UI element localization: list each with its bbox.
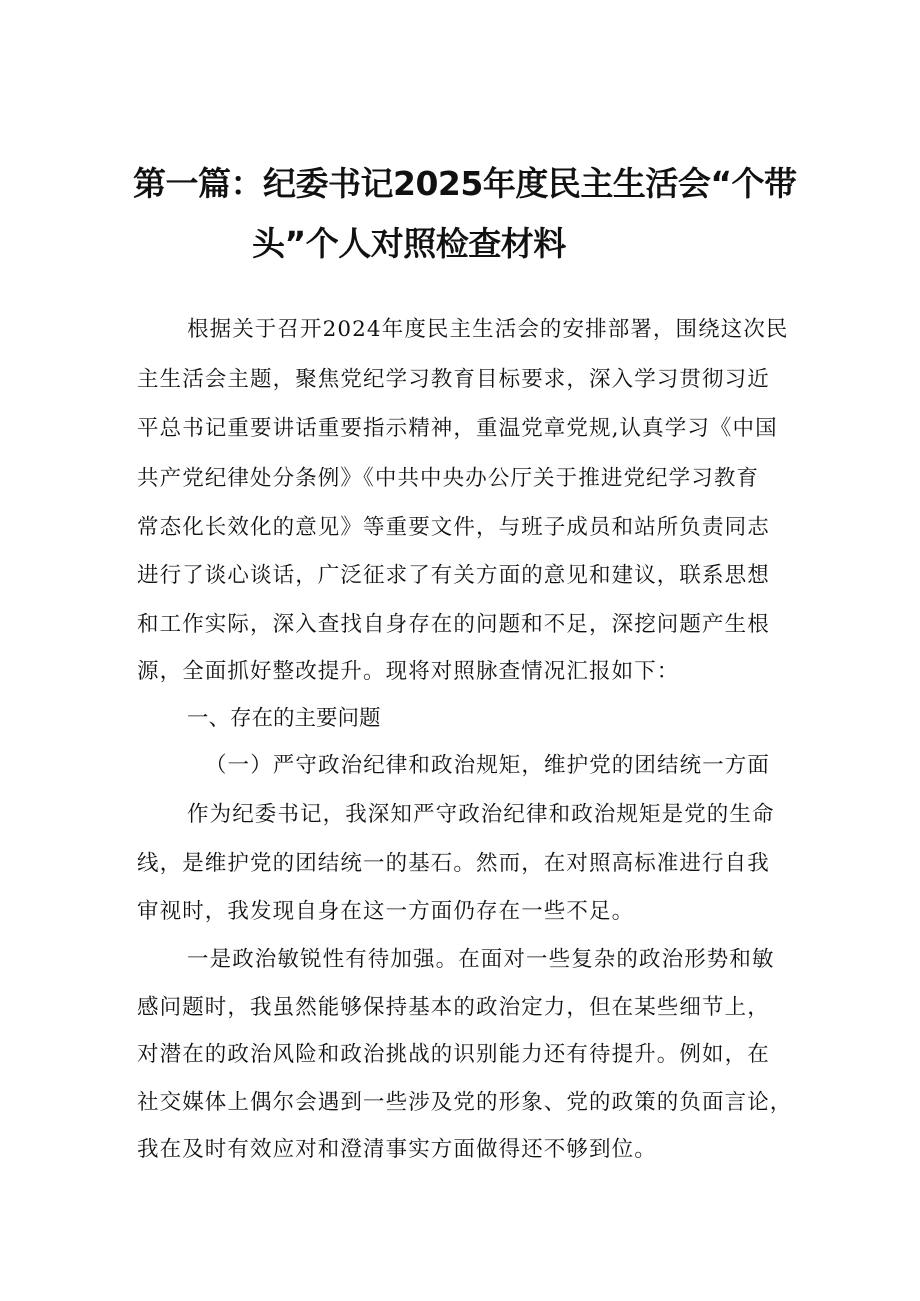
para2-line-1: 一是政治敏锐性有待加强。在面对一些复杂的政治形势和敏	[187, 947, 775, 972]
para2-line-3: 对潜在的政治风险和政治挑战的识别能力还有待提升。例如，在	[137, 1042, 770, 1067]
section-heading-1: 一、存在的主要问题	[187, 706, 381, 731]
document-title-line-2: 头”个人对照检查材料	[252, 224, 566, 263]
intro-line-6: 进行了谈心谈话，广泛征求了有关方面的意见和建议，联系思想	[137, 563, 770, 588]
intro-line-8: 源，全面抓好整改提升。现将对照脉查情况汇报如下：	[137, 659, 680, 684]
para1-line-2: 线，是维护党的团结统一的基石。然而，在对照高标准进行自我	[137, 851, 770, 876]
intro-line-5: 常态化长效化的意见》等重要文件，与班子成员和站所负责同志	[137, 515, 770, 540]
subsection-heading-1: （一）严守政治纪律和政治规矩，维护党的团结统一方面	[205, 753, 771, 778]
para2-line-4: 社交媒体上偶尔会遇到一些涉及党的形象、党的政策的负面言论，	[137, 1090, 793, 1115]
intro-line-3: 平总书记重要讲话重要指示精神，重温党章党规,认真学习《中国	[137, 416, 778, 441]
intro-line-1: 根据关于召开2024年度民主生活会的安排部署，围绕这次民	[187, 317, 789, 342]
para1-line-1: 作为纪委书记，我深知严守政治纪律和政治规矩是党的生命	[187, 802, 775, 827]
para1-line-3: 审视时，我发现自身在这一方面仍存在一些不足。	[137, 899, 635, 924]
para2-line-5: 我在及时有效应对和澄清事实方面做得还不够到位。	[137, 1137, 657, 1162]
intro-line-2: 主生活会主题，聚焦党纪学习教育目标要求，深入学习贯彻习近	[137, 367, 770, 392]
para2-line-2: 感问题时，我虽然能够保持基本的政治定力，但在某些细节上，	[137, 995, 770, 1020]
document-title-line-1: 第一篇：纪委书记2025年度民主生活会“个带	[133, 164, 797, 203]
intro-line-4: 共产党纪律处分条例》《中共中央办公厅关于推进党纪学习教育	[137, 466, 760, 491]
intro-line-7: 和工作实际，深入查找自身存在的问题和不足，深挖问题产生根	[137, 612, 770, 637]
